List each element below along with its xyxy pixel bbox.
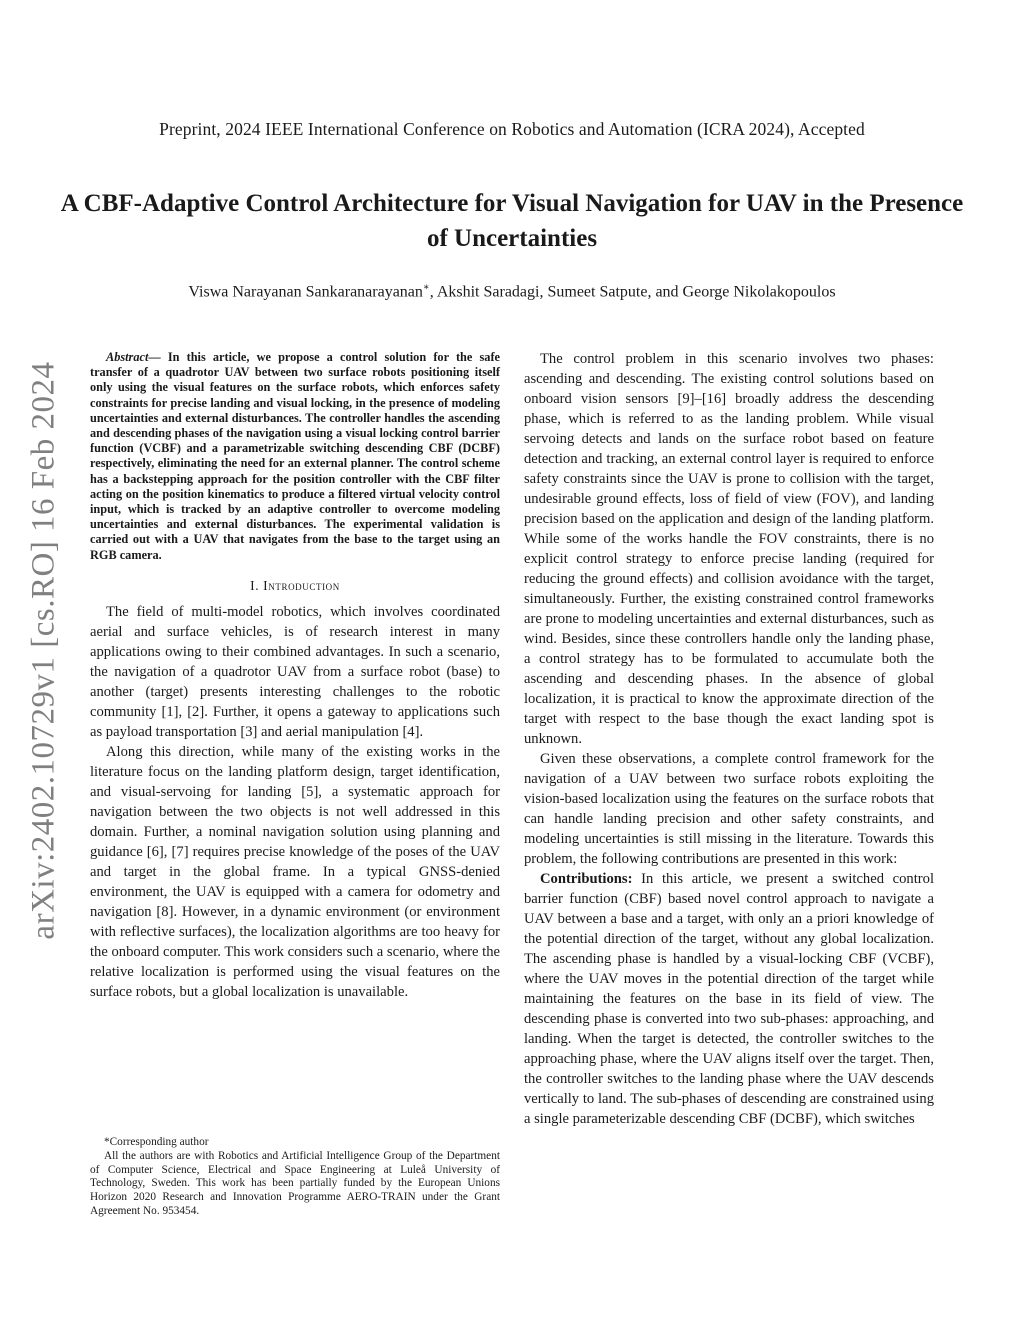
- preprint-header: Preprint, 2024 IEEE International Conference on Robotics and Automation (ICRA 2024), Accepted: [159, 119, 865, 139]
- footnote-corresponding: *Corresponding author: [104, 1136, 209, 1148]
- paper-title: A CBF-Adaptive Control Architecture for Visual Navigation for UAV in the Presence of Uncertainties: [60, 190, 964, 252]
- contributions-paragraph: [524, 869, 934, 1129]
- other-authors: , Akshit Saradagi, Sumeet Satpute, and George Nikolakopoulos: [429, 283, 836, 301]
- section-number: I.: [250, 577, 264, 593]
- corresponding-mark: ∗: [422, 282, 430, 293]
- first-author: Viswa Narayanan Sankaranarayanan: [188, 283, 423, 301]
- section-heading-introduction: [90, 576, 500, 596]
- body-paragraph-observations: Given these observations, a complete control framework for the navigation of a UAV between two surface robots exploiting the vision-based localization using the features on the surface robots that can handle landing precision and other safety constraints, and modeling uncertainties is still missing in the literature. Towards this problem, the following contributions are presented in this work:: [524, 751, 934, 867]
- section-title: Introduction: [263, 577, 340, 593]
- footnote-affiliation: All the authors are with Robotics and Artificial Intelligence Group of the Department of Computer Science, Electrical and Space Engineering at Luleå University of Technology, Sweden. This work has been partially funded by the European Unions Horizon 2020 Research and Innovation Programme AERO-TRAIN under the Grant Agreement No. 953454.: [90, 1149, 500, 1217]
- contributions-text: In this article, we present a switched control barrier function (CBF) based novel control approach to navigate a UAV between a base and a target, with only an a priori knowledge of the potential direction of the target, without any global localization. The ascending phase is handled by a visual-locking CBF (VCBF), where the UAV moves in the potential direction of the target while maintaining the features on the base in its field of view. The descending phase is converted into two sub-phases: approaching, and landing. When the target is detected, the controller switches to the approaching phase, where the UAV aligns itself over the target. Then, the controller switches to the landing phase where the UAV descends vertically to land. The sub-phases of descending are constrained using a single parameterizable descending CBF (DCBF), which switches: [524, 871, 934, 1127]
- right-column: [524, 349, 934, 1129]
- arxiv-stamp: [20, 355, 68, 945]
- abstract-text: In this article, we propose a control solution for the safe transfer of a quadrotor UAV between two surface robots positioning itself only using the visual features on the surface robots, which enforces safety constraints for precise landing and visual locking, in the presence of modeling uncertainties and external disturbances. The controller handles the ascending and descending phases of the navigation using a visual locking control barrier function (VCBF) and a parametrizable switching descending CBF (DCBF) respectively, eliminating the need for an external planner. The control scheme has a backstepping approach for the position controller with the CBF filter acting on the position kinematics to produce a filtered virtual velocity control input, which is tracked by an adaptive controller to overcome modeling uncertainties and external disturbances. The experimental validation is carried out with a UAV that navigates from the base to the target using an RGB camera.: [90, 350, 500, 562]
- author-list: [0, 282, 1024, 301]
- abstract-label: Abstract: [106, 350, 149, 364]
- intro-paragraph-1: The field of multi-model robotics, which involves coordinated aerial and surface vehicles, is of research interest in many applications owing to their combined advantages. In such a scenario, the navigation of a quadrotor UAV from a surface robot (base) to another (target) presents interesting challenges to the robotic community [1], [2]. Further, it opens a gateway to applications such as payload transportation [3] and aerial manipulation [4].: [90, 603, 500, 740]
- intro-paragraph-2: Along this direction, while many of the existing works in the literature focus on the landing platform design, target identification, and visual-servoing for landing [5], a systematic approach for navigation between the two objects is not well addressed in this domain. Further, a nominal navigation solution using planning and guidance [6], [7] requires precise knowledge of the poses of the UAV and target in the global frame. In a typical GNSS-denied environment, the UAV is equipped with a camera for odometry and navigation [8]. However, in a dynamic environment (or environment with reflective surfaces), the localization algorithms are too heavy for the onboard computer. This work considers such a scenario, where the relative localization is performed using the visual features on the surface robots, but a global localization is unavailable.: [90, 743, 500, 1000]
- left-column: [90, 350, 500, 1002]
- contributions-label: Contributions:: [540, 871, 633, 887]
- body-paragraph-problem: The control problem in this scenario involves two phases: ascending and descending. The existing control solutions based on onboard vision sensors [9]–[16] broadly address the descending phase, which is referred to as the landing problem. While visual servoing detects and lands on the surface robot based on feature detection and tracking, an external control layer is required to enforce safety constraints since the UAV is prone to collision with the target, undesirable ground effects, loss of field of view (FOV), and landing precision based on the application and design of the landing platform. While some of the works handle the FOV constraints, there is no explicit control strategy to enforce precise landing (required for reducing the ground effects) and collision avoidance with the target, simultaneously. Further, the existing constrained control frameworks are prone to modeling uncertainties and external disturbances, such as wind. Besides, since these controllers handle only the landing phase, a control strategy has to be formulated to accumulate both the ascending and descending phases. In the absence of global localization, it is practical to know the approximate direction of the target with respect to the base though the exact landing spot is unknown.: [524, 351, 934, 747]
- arxiv-id-text: arXiv:2402.10729v1 [cs.RO] 16 Feb 2024: [25, 360, 62, 940]
- footnote: [90, 1136, 500, 1219]
- abstract: [90, 350, 500, 563]
- abstract-dash: —: [148, 350, 168, 364]
